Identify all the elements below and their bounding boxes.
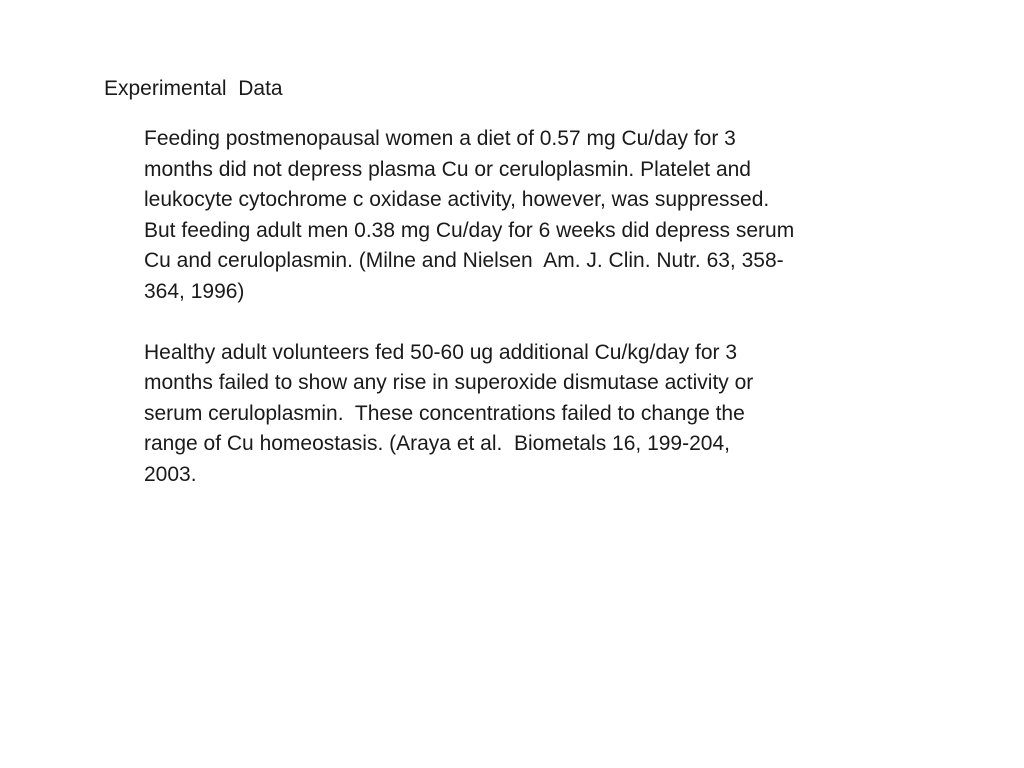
paragraph-araya — [144, 338, 944, 491]
text-line: leukocyte cytochrome c oxidase activity, however, was suppressed. — [144, 188, 770, 211]
text-line: Healthy adult volunteers fed 50-60 ug additional Cu/kg/day for 3 — [144, 340, 738, 364]
text-line: 2003. — [144, 462, 197, 486]
text-line: Cu and ceruloplasmin. (Milne and Nielsen Am. J. Clin. Nutr. 63, 358- — [144, 249, 784, 272]
text-line: But feeding adult men 0.38 mg Cu/day for 6 weeks did depress serum — [144, 218, 795, 242]
text-line: 364, 1996) — [144, 279, 245, 303]
text-line: range of Cu homeostasis. (Araya et al. Biometals 16, 199-204, — [144, 432, 730, 455]
text-line: months failed to show any rise in superoxide dismutase activity or — [144, 371, 754, 394]
slide-body — [144, 124, 944, 490]
text-line: months did not depress plasma Cu or ceruloplasmin. Platelet and — [144, 157, 751, 181]
text-line: Feeding postmenopausal women a diet of 0.57 mg Cu/day for 3 — [144, 127, 736, 150]
text-line: serum ceruloplasmin. These concentrations failed to change the — [144, 401, 745, 425]
slide-title: Experimental Data — [104, 77, 283, 100]
paragraph-milne-nielsen — [144, 124, 944, 307]
